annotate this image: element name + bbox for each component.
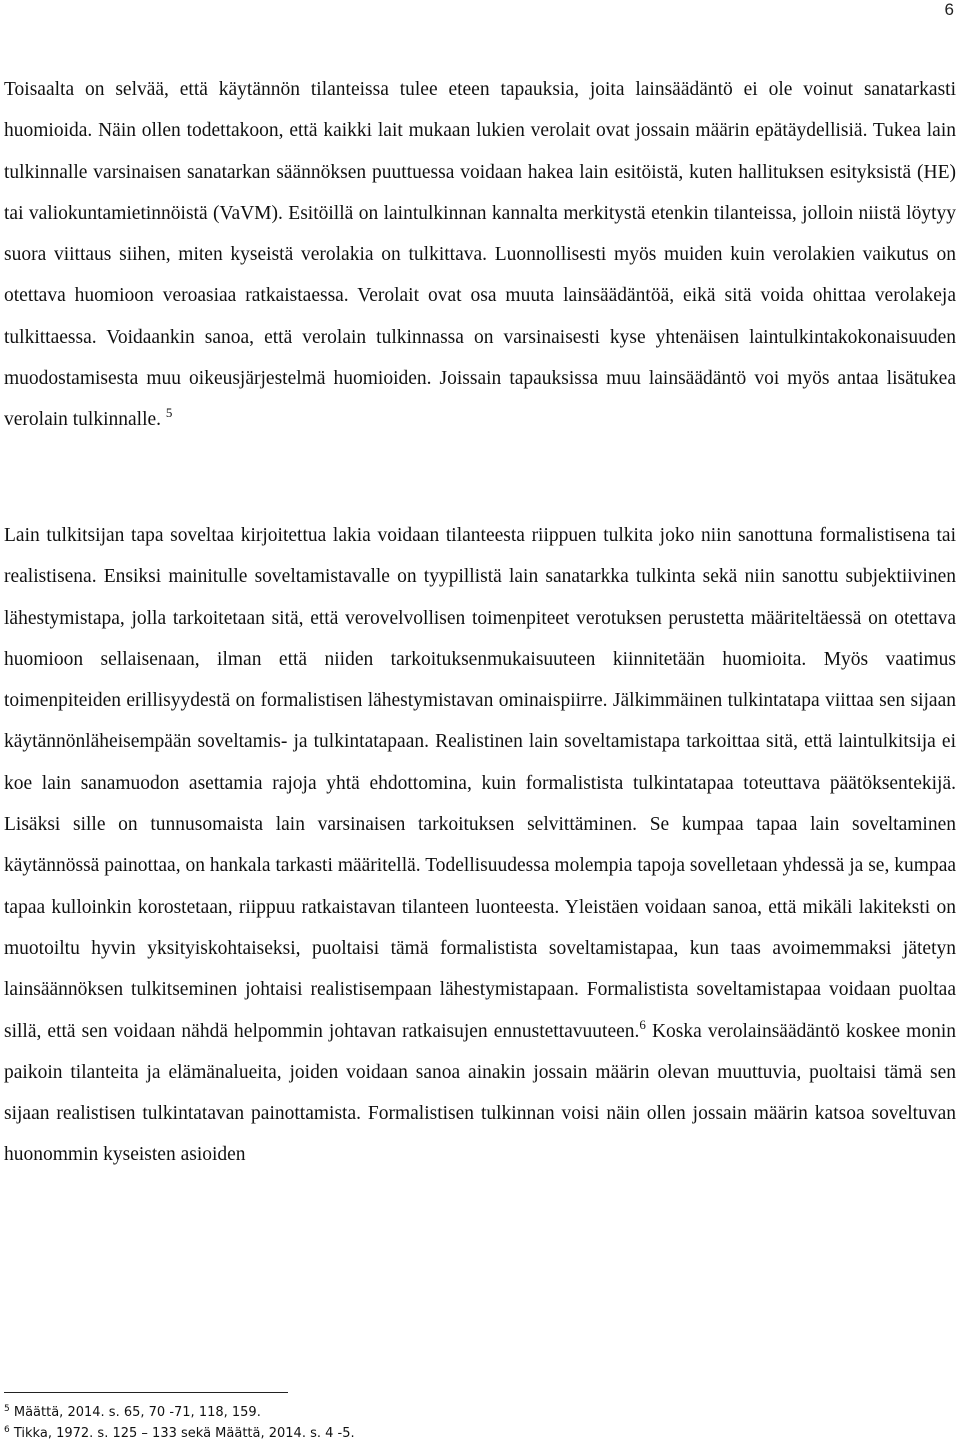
page-number: 6 [944,0,954,19]
paragraph-2-text-a: Lain tulkitsijan tapa soveltaa kirjoitettua lakia voidaan tilanteesta riippuen tulkita joko niin sanottuna formalistisena tai realistisena. Ensiksi mainitulle soveltamistavalle on tyypillistä lain sanatarkka tulkinta sekä niin sanottu subjektiivinen lähestymistapa, jolla tarkoitetaan sitä, että verovelvollisen toimenpiteet verotuksen perustetta määriteltäessä on otettava huomioon sellaisenaan, ilman että niiden tarkoituksenmukaisuuteen kiinnitetään huomioita. Myös vaatimus toimenpiteiden erillisyydestä on formalistisen lähestymistavan ominaispiirre. Jälkimmäinen tulkintatapa viittaa sen sijaan käytännönläheisempään soveltamis- ja tulkintatapaan. Realistinen lain soveltamistapa tarkoittaa sitä, että laintulkitsija ei koe lain sanamuodon asettamia rajoja yhtä ehdottomina, kuin formalistista tulkintatapaa toteuttava päätöksentekijä. Lisäksi sille on tunnusomaista lain varsinaisen tarkoituksen selvittäminen. Se kumpaa tapaa lain soveltaminen käytännössä painottaa, on hankala tarkasti määritellä. Todellisuudessa molempia tapoja sovelletaan yhdessä ja se, kumpaa tapaa kulloinkin korostetaan, riippuu ratkaistavan tilanteen luonteesta. Yleistäen voidaan sanoa, että mikäli lakiteksti on muotoiltu hyvin yksityiskohtaiseksi, puoltaisi tämä formalistista soveltamistapaa, kun taas avoimemmaksi jätetyn lainsäännöksen tulkitseminen johtaisi realistisempaan lähestymistapaan. Formalistista soveltamistapaa voidaan puoltaa sillä, että sen voidaan nähdä helpommin johtavan ratkaisujen ennustettavuuteen. [4,525,956,1042]
paragraph-1 [4,69,956,441]
footnote-number: 5 [4,1404,10,1414]
footnote-ref-5[interactable]: 5 [165,405,173,421]
footnote-text: Tikka, 1972. s. 125 – 133 sekä Määttä, 2014. s. 4 -5. [13,1426,355,1441]
footnote-text: Määttä, 2014. s. 65, 70 -71, 118, 159. [13,1405,261,1420]
footnote-5 [4,1402,704,1423]
footnote-number: 6 [4,1425,10,1435]
paragraph-2 [4,515,956,1176]
paragraph-1-text: Toisaalta on selvää, että käytännön tilanteissa tulee eteen tapauksia, joita lainsäädäntö ei ole voinut sanatarkasti huomioida. Näin ollen todettakoon, että kaikki lait mukaan lukien verolait ovat jossain määrin epätäydellisiä. Tukea lain tulkinnalle varsinaisen sanatarkan säännöksen puuttuessa voidaan hakea lain esitöistä, kuten hallituksen esityksistä (HE) tai valiokuntamietinnöistä (VaVM). Esitöillä on laintulkinnan kannalta merkitystä etenkin tilanteissa, jolloin niistä löytyy suora viittaus siihen, miten kyseistä verolakia on tulkittava. Luonnollisesti myös muiden kuin verolakien vaikutus on otettava huomioon veroasiaa ratkaistaessa. Verolait ovat osa muuta lainsäädäntöä, eikä sitä voida ohittaa verolakeja tulkittaessa. Voidaankin sanoa, että verolain tulkinnassa on varsinaisesti kyse yhtenäisen laintulkintakokonaisuuden muodostamisesta muu oikeusjärjestelmä huomioiden. Joissain tapauksissa muu lainsäädäntö voi myös antaa lisätukea verolain tulkinnalle. [4,79,956,431]
footnote-separator [4,1392,288,1393]
footnote-6 [4,1423,704,1444]
paragraph-2-text-b: Koska verolainsäädäntö koskee monin paikoin tilanteita ja elämänalueita, joiden voidaan sanoa ainakin jossain määrin olevan muuttuvia, puoltaisi tämä sen sijaan realistisen tulkintatavan painottamista. Formalistisen tulkinnan voisi näin ollen jossain määrin katsoa soveltuvan huonommin kyseisten asioiden [4,1020,957,1166]
footnote-ref-6[interactable]: 6 [639,1016,646,1032]
footnotes [4,1402,704,1444]
